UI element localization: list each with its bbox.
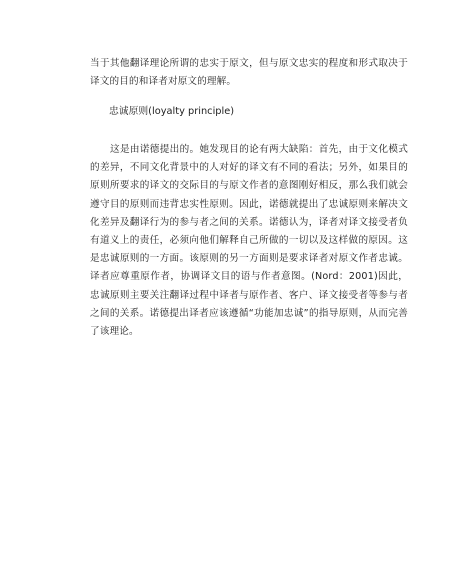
- body-paragraph-continued: 当于其他翻译理论所谓的忠实于原文，但与原文忠实的程度和形式取决于译文的目的和译者对原文的理解。: [90, 58, 408, 88]
- section-heading: 忠诚原则(loyalty principle): [109, 106, 235, 117]
- body-paragraph-loyalty-principle: 这是由诺德提出的。她发现目的论有两大缺陷：首先，由于文化模式的差异，不同文化背景中的人对好的译文有不同的看法；另外，如果目的原则所要求的译文的交际目的与原文作者的意图刚好相反，那么我们就会遵守目的原则而违背忠实性原则。因此，诺德就提出了忠诚原则来解决文化差异及翻译行为的参与者之间的关系。诺德认为，译者对译文接受者负有道义上的责任，必须向他们解释自己所做的一切以及这样做的原因。这是忠诚原则的一方面。该原则的另一方面则是要求译者对原文作者忠诚。译者应尊重原作者，协调译文目的语与作者意图。(Nord：2001)因此，忠诚原则主要关注翻译过程中译者与原作者、客户、译文接受者等参与者之间的关系。诺德提出译者应该遵循“功能加忠诚”的指导原则，从而完善了该理论。: [90, 144, 408, 338]
